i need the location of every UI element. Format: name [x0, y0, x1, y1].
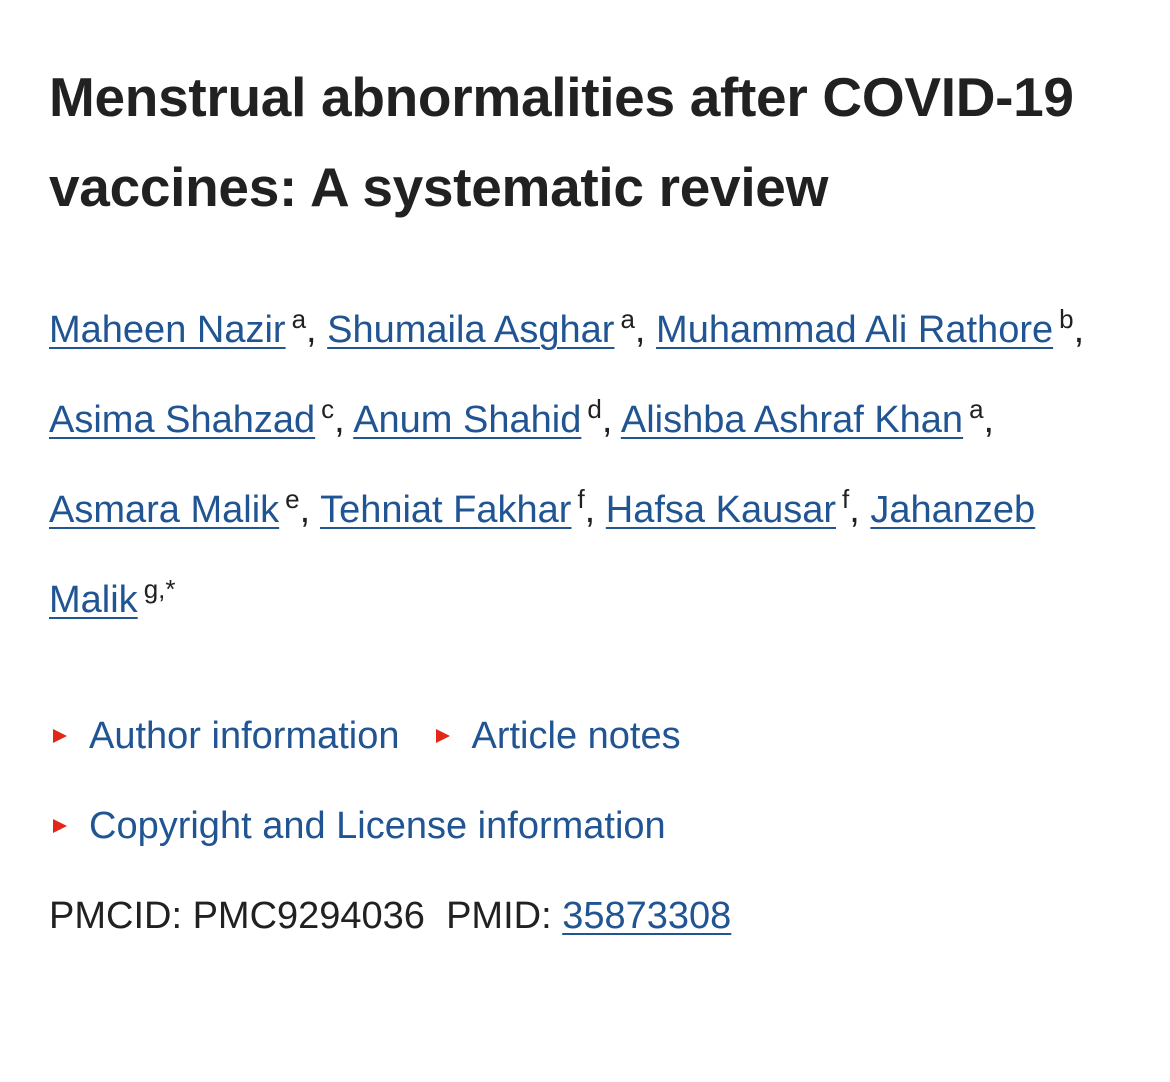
- affiliation-marker[interactable]: a: [969, 394, 984, 424]
- author-item: [605, 484, 850, 531]
- author-link[interactable]: Alishba Ashraf Khan: [620, 399, 964, 441]
- author-item: [49, 304, 307, 351]
- toggle-row: [49, 691, 1129, 781]
- pmid-link[interactable]: 35873308: [562, 895, 732, 937]
- author-information-toggle[interactable]: [49, 715, 400, 758]
- author-link[interactable]: Asima Shahzad: [49, 399, 316, 441]
- triangle-right-icon: [53, 729, 67, 743]
- article-title: Menstrual abnormalities after COVID-19 vaccines: A systematic review: [49, 66, 1074, 218]
- author-item: [320, 484, 585, 531]
- pmid-label: PMID:: [446, 895, 552, 937]
- pmcid-value: PMC9294036: [192, 895, 425, 937]
- article-notes-toggle[interactable]: [432, 715, 681, 758]
- toggle-label: Copyright and License information: [89, 804, 666, 847]
- author-item: [353, 394, 602, 441]
- author-link[interactable]: Muhammad Ali Rathore: [656, 309, 1054, 351]
- author-link[interactable]: Anum Shahid: [353, 399, 582, 441]
- affiliation-marker[interactable]: g,*: [143, 574, 176, 604]
- author-item: [327, 304, 635, 351]
- author-item: [49, 484, 300, 531]
- author-link[interactable]: Maheen Nazir: [49, 309, 286, 351]
- affiliation-marker[interactable]: d: [587, 394, 602, 424]
- pmcid-label: PMCID:: [49, 895, 182, 937]
- affiliation-marker[interactable]: a: [620, 304, 635, 334]
- author-link[interactable]: Jahanzeb Malik: [49, 489, 1036, 621]
- affiliation-marker[interactable]: e: [285, 484, 300, 514]
- toggle-label: Author information: [89, 714, 400, 757]
- affiliation-marker[interactable]: b: [1059, 304, 1074, 334]
- article-identifiers: [49, 871, 1129, 961]
- article-header: [49, 52, 1129, 961]
- info-toggles: [49, 691, 1129, 871]
- affiliation-marker[interactable]: a: [291, 304, 307, 334]
- author-item: [49, 394, 335, 441]
- triangle-right-icon: [53, 819, 67, 833]
- copyright-license-toggle[interactable]: [49, 805, 666, 848]
- author-list: Maheen Nazir $^a$, Shumaila Asghar $^a$, Muhammad Ali Rathore $^b$, Asima Shahzad $^c$, Anum Shahid $^d$, Alishba Ashraf Khan $^a$, Asmara Malik $^e$, Tehniat Fakhar $^f$, Hafsa Kausar $^f$, Jahanzeb Malik $^{g,*}$: [49, 304, 1085, 621]
- affiliation-marker[interactable]: c: [321, 394, 335, 424]
- author-item: [620, 394, 984, 441]
- author-link[interactable]: Shumaila Asghar: [327, 309, 615, 351]
- toggle-row: [49, 781, 1129, 871]
- author-link[interactable]: Tehniat Fakhar: [320, 489, 572, 531]
- triangle-right-icon: [436, 729, 450, 743]
- affiliation-marker[interactable]: f: [842, 484, 850, 514]
- toggle-label: Article notes: [471, 714, 681, 757]
- author-item: [656, 304, 1074, 351]
- affiliation-marker[interactable]: f: [577, 484, 585, 514]
- author-link[interactable]: Asmara Malik: [49, 489, 280, 531]
- author-link[interactable]: Hafsa Kausar: [605, 489, 837, 531]
